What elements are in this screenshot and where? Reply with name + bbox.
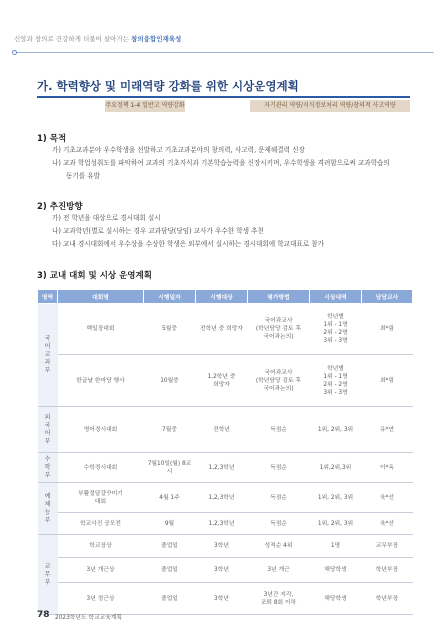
cell-teacher: 최*림 bbox=[362, 355, 413, 407]
column-header: 시상내역 bbox=[310, 290, 362, 304]
column-header: 대회명 bbox=[58, 290, 144, 304]
table-header-row bbox=[38, 290, 413, 304]
purpose-heading: 1) 목적 bbox=[37, 134, 67, 144]
column-header: 평가방법 bbox=[248, 290, 310, 304]
cell-name: 부활절달걀꾸미기 대회 bbox=[58, 483, 144, 513]
cell-name: 학교사진 공모전 bbox=[58, 513, 144, 535]
column-header: 담당교사 bbox=[362, 290, 413, 304]
cell-date: 10월중 bbox=[144, 355, 196, 407]
cell-award: 학년별 1위 - 1명 2위 - 2명 3위 - 3명 bbox=[310, 355, 362, 407]
purpose-item: 나) 교과 학업성취도를 파악하여 교과의 기초지식과 기본학습능력을 신장시키며, 우수학생을 격려함으로써 교과학습의 bbox=[52, 159, 390, 167]
cell-target: 1,2학년 중 희망자 bbox=[196, 355, 248, 407]
column-header: 시행일자 bbox=[144, 290, 196, 304]
cell-date: 5월중 bbox=[144, 304, 196, 355]
cell-date: 7월중 bbox=[144, 407, 196, 453]
cell-award: 1위, 2위, 3위 bbox=[310, 483, 362, 513]
direction-item: 가) 전 학년을 대상으로 경시대회 실시 bbox=[52, 214, 161, 222]
table-row bbox=[38, 483, 413, 513]
cell-method: 국어과교사 (학년담당 검토 후 국어과논의) bbox=[248, 355, 310, 407]
cell-name: 백일장대회 bbox=[58, 304, 144, 355]
table-row bbox=[38, 453, 413, 483]
cell-award: 해당학생 bbox=[310, 583, 362, 615]
plan-heading: 3) 교내 대회 및 시상 운영계획 bbox=[37, 271, 152, 281]
category-label: 국어교과부 bbox=[44, 335, 51, 374]
section-title: 가. 학력향상 및 미래역량 강화를 위한 시상운영계획 bbox=[37, 79, 299, 93]
category-cell bbox=[38, 407, 58, 453]
cell-target: 1,2,3학년 bbox=[196, 453, 248, 483]
cell-date: 졸업일 bbox=[144, 558, 196, 583]
cell-target: 전학년 중 희망자 bbox=[196, 304, 248, 355]
category-label: 외국어부 bbox=[44, 413, 51, 445]
table-row bbox=[38, 513, 413, 535]
cell-method: 3년간 지각, 조퇴 8회 이하 bbox=[248, 583, 310, 615]
category-cell bbox=[38, 483, 58, 535]
category-label: 교무부 bbox=[44, 562, 51, 586]
cell-teacher: 이*옥 bbox=[362, 453, 413, 483]
header-tagline bbox=[14, 34, 181, 43]
cell-award: 1명 bbox=[310, 535, 362, 558]
cell-teacher: 학년부장 bbox=[362, 558, 413, 583]
cell-method: 국어과교사 (학년담당 검토 후 국어과논의) bbox=[248, 304, 310, 355]
cell-teacher: 육*선 bbox=[362, 483, 413, 513]
category-label: 수학부 bbox=[44, 455, 51, 479]
cell-target: 3학년 bbox=[196, 535, 248, 558]
cell-award: 1위, 2위, 3위 bbox=[310, 407, 362, 453]
direction-item: 나) 교과학년(별로 실시하는 경우 교과담당(당임) 교사가 우수한 학생 추천 bbox=[52, 227, 264, 235]
cell-teacher: 교무부장 bbox=[362, 535, 413, 558]
tagline-text: 신앙과 창의로 건강하게 더불어 살아가는 bbox=[14, 35, 130, 43]
cell-date: 7월10일(월) 8교시 bbox=[144, 453, 196, 483]
cell-method: 득점순 bbox=[248, 513, 310, 535]
cell-teacher: 육*선 bbox=[362, 513, 413, 535]
cell-name: 영어경시대회 bbox=[58, 407, 144, 453]
section-underline bbox=[37, 96, 410, 98]
cell-target: 1,2,3학년 bbox=[196, 483, 248, 513]
cell-award: 학년별 1위 - 1명 2위 - 2명 3위 - 3명 bbox=[310, 304, 362, 355]
cell-teacher: 최*림 bbox=[362, 304, 413, 355]
header-divider bbox=[14, 52, 434, 53]
direction-heading: 2) 추진방향 bbox=[37, 202, 83, 212]
cell-target: 3학년 bbox=[196, 583, 248, 615]
cell-method: 3년 개근 bbox=[248, 558, 310, 583]
cell-name: 학교장상 bbox=[58, 535, 144, 558]
cell-award: 해당학생 bbox=[310, 558, 362, 583]
cell-method: 득점순 bbox=[248, 483, 310, 513]
table-row bbox=[38, 535, 413, 558]
cell-date: 졸업일 bbox=[144, 535, 196, 558]
cell-date: 졸업일 bbox=[144, 583, 196, 615]
cell-target: 3학년 bbox=[196, 558, 248, 583]
cell-teacher: 학년부장 bbox=[362, 583, 413, 615]
category-cell bbox=[38, 535, 58, 615]
header-dot-icon bbox=[12, 50, 17, 55]
cell-teacher: 유*연 bbox=[362, 407, 413, 453]
table-row bbox=[38, 355, 413, 407]
purpose-item: 가) 기초교과분야 우수학생을 선발하고 기초교과분야의 창의력, 사고력, 문제해결력 신장 bbox=[52, 146, 305, 154]
page-number: 78 bbox=[37, 610, 50, 620]
policy-tag: 주요정책 1-4 일반고 역량강화 bbox=[105, 100, 185, 112]
category-cell bbox=[38, 304, 58, 407]
column-header: 영역 bbox=[38, 290, 58, 304]
cell-name: 3년 개근상 bbox=[58, 558, 144, 583]
direction-item: 다) 교내 경시대회에서 우수상을 수상한 학생은 외부에서 실시하는 경시대회에 학교대표로 참가 bbox=[52, 240, 324, 248]
cell-target: 전학년 bbox=[196, 407, 248, 453]
cell-method: 득점순 bbox=[248, 407, 310, 453]
cell-award: 1위, 2위, 3위 bbox=[310, 513, 362, 535]
cell-name: 수학경시대회 bbox=[58, 453, 144, 483]
events-table bbox=[37, 289, 413, 615]
cell-name: 3년 정근상 bbox=[58, 583, 144, 615]
table-row bbox=[38, 304, 413, 355]
purpose-item: 동기를 유발 bbox=[66, 172, 100, 180]
table-row bbox=[38, 558, 413, 583]
cell-method: 성적순 4위 bbox=[248, 535, 310, 558]
column-header: 시행대상 bbox=[196, 290, 248, 304]
cell-method: 득점순 bbox=[248, 453, 310, 483]
footer-text: 2023학년도 학교교육계획 bbox=[55, 615, 122, 621]
table-row bbox=[38, 583, 413, 615]
competency-tag: 자기관리 역량/지식정보처리 역량/창의적 사고역량 bbox=[250, 100, 410, 112]
category-cell bbox=[38, 453, 58, 483]
table-row bbox=[38, 407, 413, 453]
cell-date: 4월 1주 bbox=[144, 483, 196, 513]
category-label: 예체능부 bbox=[44, 492, 51, 524]
tagline-accent: 창의융합인재육성 bbox=[131, 35, 182, 43]
cell-award: 1위,2위,3위 bbox=[310, 453, 362, 483]
cell-target: 1,2,3학년 bbox=[196, 513, 248, 535]
cell-date: 9월 bbox=[144, 513, 196, 535]
cell-name: 한글날 한마당 행사 bbox=[58, 355, 144, 407]
